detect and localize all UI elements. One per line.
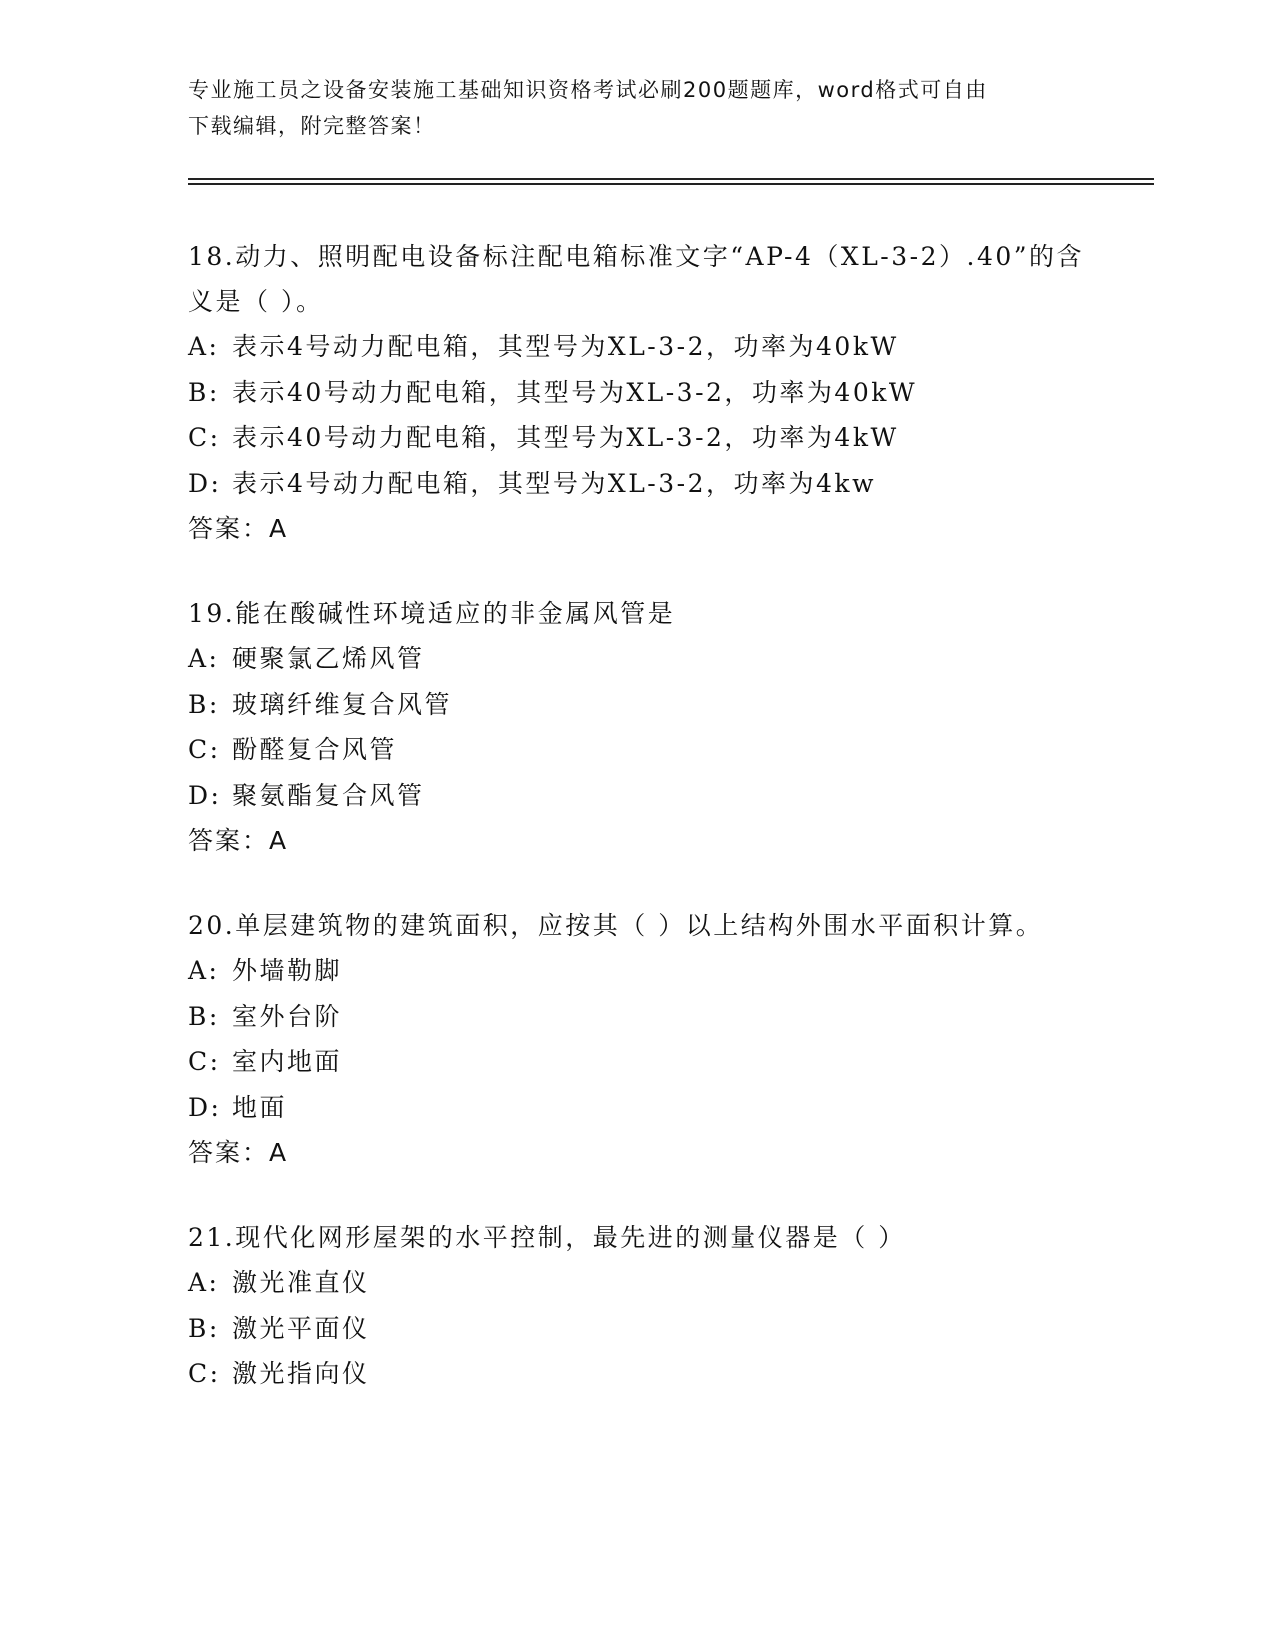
question-19 (188, 591, 1088, 863)
option-b (188, 994, 1088, 1040)
option-text: 表示40号动力配电箱，其型号为XL-3-2，功率为40kW (232, 377, 918, 407)
question-text: 21.现代化网形屋架的水平控制，最先进的测量仪器是（ ） (188, 1223, 906, 1252)
option-text: 表示40号动力配电箱，其型号为XL-3-2，功率为4kW (232, 423, 899, 452)
option-key: A: (188, 332, 220, 361)
option-key: C: (188, 1359, 221, 1388)
option-text: 激光准直仪 (232, 1268, 370, 1297)
option-text: 表示4号动力配电箱，其型号为XL-3-2，功率为40kW (232, 332, 899, 361)
option-text: 表示4号动力配电箱，其型号为XL-3-2，功率为4kw (232, 468, 876, 498)
option-text: 聚氨酯复合风管 (232, 780, 425, 810)
option-key: B: (188, 377, 220, 407)
question-text: 18.动力、照明配电设备标注配电箱标准文字“AP-4（XL-3-2）.40”的含义是（ ）。 (188, 242, 1085, 316)
option-c (188, 1039, 1088, 1085)
option-key: A: (188, 956, 220, 985)
option-key: D: (188, 468, 222, 498)
option-c (188, 415, 1088, 461)
question-21 (188, 1215, 1088, 1397)
option-key: B: (188, 1001, 220, 1031)
header-divider-bottom (188, 183, 1154, 185)
option-text: 酚醛复合风管 (232, 735, 398, 764)
option-key: B: (188, 1313, 220, 1343)
option-text: 激光平面仪 (232, 1313, 370, 1343)
header-divider-top (188, 178, 1154, 180)
option-text: 地面 (232, 1092, 288, 1122)
option-a (188, 948, 1088, 994)
option-key: C: (188, 1047, 221, 1076)
option-key: C: (188, 423, 221, 452)
option-d (188, 461, 1088, 507)
option-key: C: (188, 735, 221, 764)
option-c (188, 727, 1088, 773)
option-b (188, 1306, 1088, 1352)
option-key: D: (188, 780, 222, 810)
document-header (188, 72, 1088, 144)
header-line-2: 下载编辑，附完整答案！ (188, 114, 436, 138)
option-a (188, 1260, 1088, 1306)
question-18 (188, 234, 1088, 551)
option-key: B: (188, 689, 220, 719)
question-20 (188, 903, 1088, 1175)
question-text: 20.单层建筑物的建筑面积，应按其（ ）以上结构外围水平面积计算。 (188, 911, 1044, 940)
option-b (188, 370, 1088, 416)
option-a (188, 324, 1088, 370)
question-text: 19.能在酸碱性环境适应的非金属风管是 (188, 599, 676, 628)
option-d (188, 1085, 1088, 1131)
answer: 答案：A (188, 514, 289, 543)
option-c (188, 1351, 1088, 1397)
answer: 答案：A (188, 1138, 289, 1167)
option-key: A: (188, 644, 220, 673)
option-d (188, 773, 1088, 819)
option-key: A: (188, 1268, 220, 1297)
option-text: 外墙勒脚 (232, 956, 343, 985)
option-a (188, 636, 1088, 682)
header-line-1: 专业施工员之设备安装施工基础知识资格考试必刷200题题库，word格式可自由 (188, 78, 988, 102)
option-key: D: (188, 1092, 222, 1122)
question-list (188, 234, 1088, 1437)
option-text: 硬聚氯乙烯风管 (232, 644, 425, 673)
option-text: 玻璃纤维复合风管 (232, 689, 453, 719)
option-text: 室内地面 (232, 1047, 343, 1076)
option-text: 室外台阶 (232, 1001, 343, 1031)
option-b (188, 682, 1088, 728)
option-text: 激光指向仪 (232, 1359, 370, 1388)
answer: 答案：A (188, 826, 289, 855)
